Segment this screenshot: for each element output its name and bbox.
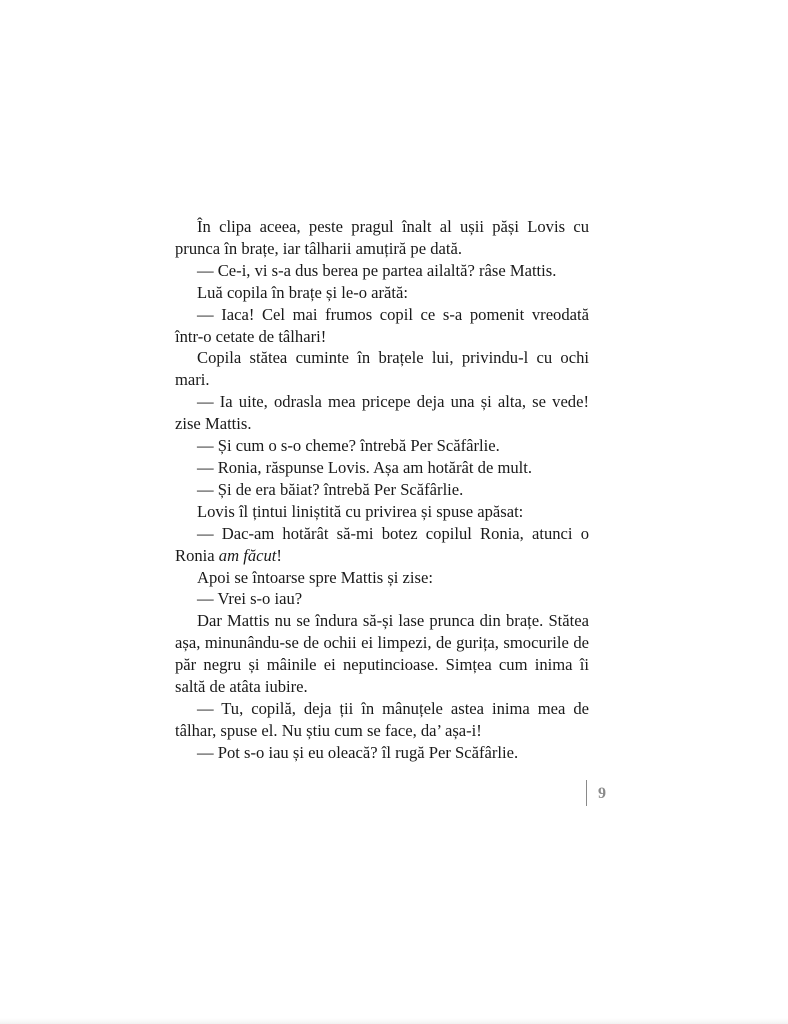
page-edge-shadow — [0, 1018, 788, 1024]
dialogue-line: — Iaca! Cel mai frumos copil ce s-a pomenit vreodată într-o cetate de tâlhari! — [175, 304, 589, 346]
paragraph: Lovis îl țintui liniștită cu privirea și spuse apăsat: — [197, 501, 524, 521]
dialogue-line: — Ce-i, vi s-a dus berea pe partea ailaltă? râse Mattis. — [197, 260, 557, 280]
page-number: 9 — [598, 785, 606, 802]
dialogue-line: — Ronia, răspunse Lovis. Așa am hotărât de mult. — [197, 457, 533, 477]
text-run: ! — [276, 545, 282, 565]
paragraph: Luă copila în brațe și le-o arătă: — [197, 282, 409, 302]
paragraph: Dar Mattis nu se îndura să-și lase prunca din brațe. Stătea așa, minunându-se de ochii ei limpezi, de gurița, smocurile de păr negru și mâinile ei neputincioase. Simțea cum inima îi saltă de atâta iubire. — [175, 611, 589, 697]
dialogue-line: — Și cum o s-o cheme? întrebă Per Scăfârlie. — [197, 436, 500, 456]
dialogue-line: — Pot s-o iau și eu oleacă? îl rugă Per Scăfârlie. — [197, 742, 519, 762]
dialogue-line: — Tu, copilă, deja ții în mânuțele astea inima mea de tâlhar, spuse el. Nu știu cum se face, da’ așa-i! — [175, 698, 589, 740]
body-text — [175, 216, 589, 764]
paragraph: Copila stătea cuminte în brațele lui, privindu-l cu ochi mari. — [175, 348, 589, 390]
dialogue-line-with-emphasis — [175, 523, 589, 567]
dialogue-line: — Și de era băiat? întrebă Per Scăfârlie. — [197, 479, 464, 499]
text-run: — Dac-am hotărât să-mi botez copilul Ronia, atunci o Ronia — [175, 523, 589, 565]
dialogue-line: — Ia uite, odrasla mea pricepe deja una și alta, se vede! zise Mattis. — [175, 392, 589, 434]
page-number-rule — [586, 780, 587, 806]
emphasis-text: am făcut — [218, 545, 277, 565]
paragraph: În clipa aceea, peste pragul înalt al ușii păși Lovis cu prunca în brațe, iar tâlharii amuțiră pe dată. — [175, 217, 589, 258]
dialogue-line: — Vrei s-o iau? — [197, 589, 303, 609]
paragraph: Apoi se întoarse spre Mattis și zise: — [197, 567, 433, 587]
